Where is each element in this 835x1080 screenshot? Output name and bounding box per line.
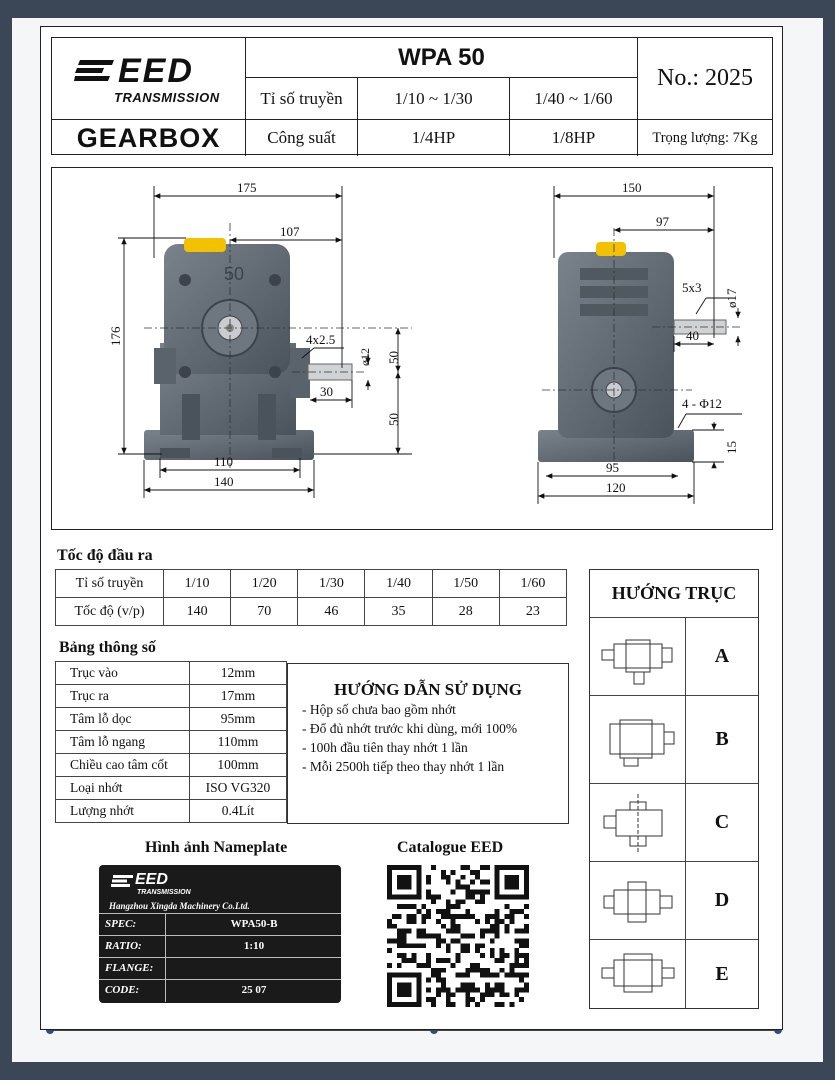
guide-line: - 100h đầu tiên thay nhớt 1 lần bbox=[302, 740, 468, 755]
spec-value: 100mm bbox=[190, 754, 287, 777]
speed-ratio-label: Tỉ số truyền bbox=[56, 570, 164, 598]
spec-label: Loại nhớt bbox=[56, 777, 190, 800]
spec-value: 95mm bbox=[190, 708, 287, 731]
speed-rpm-cell: 23 bbox=[499, 598, 566, 626]
speed-rpm-label: Tốc độ (v/p) bbox=[56, 598, 164, 626]
spec-value: ISO VG320 bbox=[190, 777, 287, 800]
speed-rpm-cell: 140 bbox=[164, 598, 231, 626]
nameplate-key: CODE: bbox=[105, 984, 140, 996]
speed-ratio-cell: 1/60 bbox=[499, 570, 566, 598]
nameplate-title: Hình ảnh Nameplate bbox=[145, 839, 288, 856]
speed-rpm-cell: 46 bbox=[298, 598, 365, 626]
usage-guide bbox=[287, 663, 569, 824]
nameplate-company: Hangzhou Xingda Machinery Co.Ltd. bbox=[109, 901, 250, 911]
speed-table bbox=[55, 569, 567, 626]
ratio-range-2: 1/40 ~ 1/60 bbox=[510, 78, 638, 120]
speed-ratio-cell: 1/40 bbox=[365, 570, 432, 598]
nameplate-row bbox=[99, 979, 341, 1001]
spec-value: 12mm bbox=[190, 662, 287, 685]
spec-label: Trục vào bbox=[56, 662, 190, 685]
spec-table bbox=[55, 661, 287, 823]
ratio-range-1: 1/10 ~ 1/30 bbox=[358, 78, 510, 120]
speed-rpm-cell: 35 bbox=[365, 598, 432, 626]
dim-150: 150 bbox=[622, 180, 642, 195]
dim-15: 15 bbox=[724, 441, 739, 454]
dim-shaft-side: ø17 bbox=[724, 288, 739, 308]
nameplate-key: FLANGE: bbox=[105, 962, 154, 974]
nameplate-logo-text: EED bbox=[135, 871, 168, 888]
dim-key-side: 5x3 bbox=[682, 280, 702, 295]
nameplate-key: RATIO: bbox=[105, 940, 142, 952]
side-view bbox=[538, 228, 742, 468]
dim-shaft-front: ø12 bbox=[358, 348, 372, 366]
dim-175: 175 bbox=[237, 180, 257, 195]
spec-label: Lượng nhớt bbox=[56, 800, 190, 823]
nameplate-key: SPEC: bbox=[105, 918, 137, 930]
power-1: 1/4HP bbox=[358, 120, 510, 156]
spec-value: 110mm bbox=[190, 731, 287, 754]
document-number: No.: 2025 bbox=[638, 38, 772, 120]
speed-ratio-cell: 1/30 bbox=[298, 570, 365, 598]
header-table bbox=[51, 37, 773, 155]
dim-140: 140 bbox=[214, 474, 234, 489]
guide-line: - Mỗi 2500h tiếp theo thay nhớt 1 lần bbox=[302, 759, 505, 774]
dim-key-front: 4x2.5 bbox=[306, 332, 336, 347]
usage-guide-title: HƯỚNG DẪN SỬ DỤNG bbox=[333, 680, 523, 699]
speed-rpm-cell: 70 bbox=[231, 598, 298, 626]
speed-table-title: Tốc độ đầu ra bbox=[57, 547, 153, 564]
orientation-label: B bbox=[715, 728, 729, 750]
dim-50b: 50 bbox=[386, 413, 401, 426]
nameplate-row bbox=[99, 935, 341, 957]
orientation-label: E bbox=[715, 962, 729, 985]
guide-line: - Đổ đủ nhớt trước khi dùng, mới 100% bbox=[302, 721, 518, 736]
orientation-d-icon bbox=[590, 862, 686, 939]
nameplate-row bbox=[99, 913, 341, 935]
brand-logo bbox=[52, 38, 246, 120]
ratio-label: Tỉ số truyền bbox=[246, 78, 358, 120]
power-2: 1/8HP bbox=[510, 120, 638, 156]
orientation-row-a bbox=[590, 618, 758, 696]
nameplate-value: 25 07 bbox=[241, 984, 267, 996]
orientation-label: A bbox=[714, 645, 730, 667]
shaft-orientation-table bbox=[589, 569, 759, 1009]
spec-label: Tâm lỗ ngang bbox=[56, 731, 190, 754]
dim-40: 40 bbox=[686, 328, 699, 343]
orientation-label: C bbox=[714, 811, 730, 833]
catalogue-title: Catalogue EED bbox=[397, 839, 504, 856]
orientation-title: HƯỚNG TRỤC bbox=[590, 570, 758, 618]
logo-text: EED bbox=[118, 52, 194, 90]
nameplate-row bbox=[99, 957, 341, 979]
orientation-row-b bbox=[590, 696, 758, 784]
dim-176: 176 bbox=[108, 326, 123, 346]
weight-label: Trọng lượng: 7Kg bbox=[652, 129, 758, 146]
dim-30: 30 bbox=[320, 384, 333, 399]
datasheet bbox=[40, 26, 783, 1030]
speed-rpm-cell: 28 bbox=[432, 598, 499, 626]
spec-label: Trục ra bbox=[56, 685, 190, 708]
orientation-a-icon bbox=[590, 618, 686, 695]
nameplate-image bbox=[99, 865, 341, 1003]
dimension-drawing bbox=[51, 167, 773, 530]
nameplate-logo-sub: TRANSMISSION bbox=[137, 889, 191, 896]
svg-text:50: 50 bbox=[224, 264, 245, 284]
catalogue-qr-code[interactable] bbox=[387, 865, 529, 1007]
logo-bars-icon bbox=[74, 60, 114, 82]
spec-value: 0.4Lít bbox=[190, 800, 287, 823]
nameplate-logo-icon bbox=[111, 875, 133, 887]
logo-subtext: TRANSMISSION bbox=[114, 90, 220, 105]
orientation-row-e bbox=[590, 940, 758, 1008]
dim-120: 120 bbox=[606, 480, 626, 495]
speed-ratio-cell: 1/20 bbox=[231, 570, 298, 598]
nameplate-value: 1:10 bbox=[243, 940, 265, 952]
orientation-b-icon bbox=[590, 696, 686, 783]
dim-110: 110 bbox=[214, 454, 234, 469]
spec-value: 17mm bbox=[190, 685, 287, 708]
dim-50a: 50 bbox=[386, 351, 401, 364]
gearbox-label: GEARBOX bbox=[52, 120, 246, 156]
spec-table-title: Bảng thông số bbox=[59, 639, 156, 656]
front-view bbox=[144, 223, 412, 468]
model-title: WPA 50 bbox=[246, 38, 638, 78]
orientation-c-icon bbox=[590, 784, 686, 861]
speed-ratio-cell: 1/10 bbox=[164, 570, 231, 598]
orientation-row-c bbox=[590, 784, 758, 862]
power-label: Công suất bbox=[246, 120, 358, 156]
dim-95: 95 bbox=[606, 460, 619, 475]
nameplate-value: WPA50-B bbox=[230, 918, 278, 930]
guide-line: - Hộp số chưa bao gồm nhớt bbox=[302, 702, 456, 717]
dim-107: 107 bbox=[280, 224, 300, 239]
spec-label: Chiều cao tâm cốt bbox=[56, 754, 190, 777]
orientation-label: D bbox=[714, 889, 730, 911]
orientation-row-d bbox=[590, 862, 758, 940]
qr-code-icon bbox=[387, 865, 529, 1007]
speed-ratio-cell: 1/50 bbox=[432, 570, 499, 598]
dim-97: 97 bbox=[656, 214, 669, 229]
orientation-e-icon bbox=[590, 940, 686, 1008]
spec-label: Tâm lỗ dọc bbox=[56, 708, 190, 731]
dim-holes: 4 - Φ12 bbox=[682, 396, 722, 411]
